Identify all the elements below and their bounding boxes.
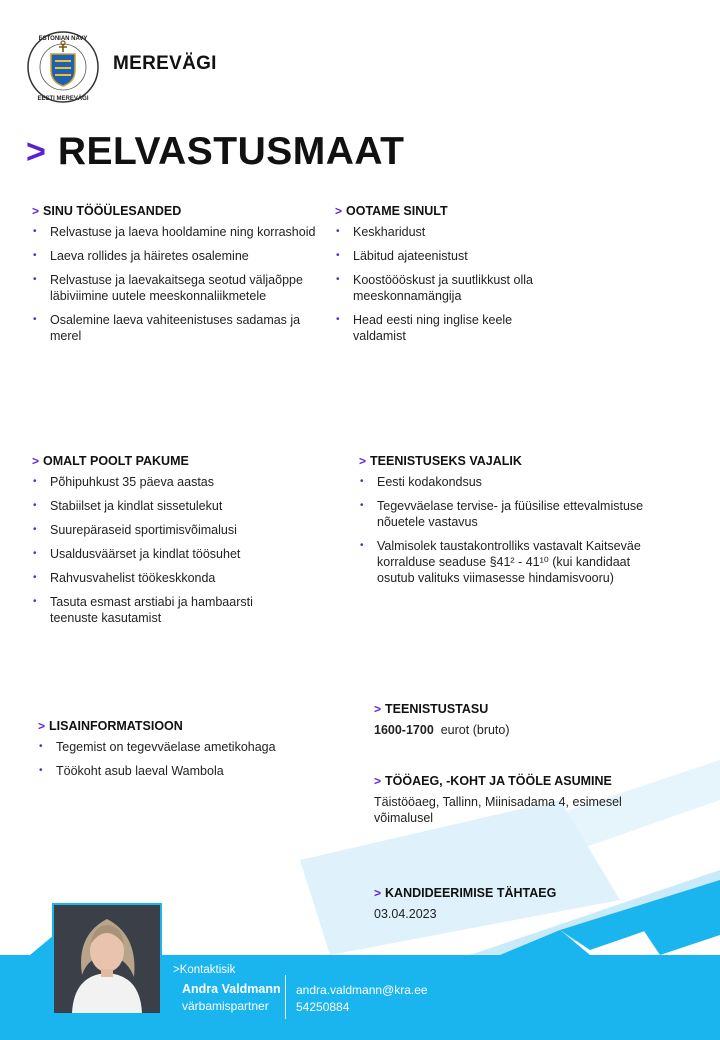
contact-photo bbox=[52, 903, 162, 1015]
list-item: • Keskharidust bbox=[336, 225, 426, 239]
section-heading: > KANDIDEERIMISE TÄHTAEG bbox=[374, 886, 557, 900]
section-tasks bbox=[32, 204, 322, 352]
list-item: • Relvastuse ja laevakaitsega seotud väljaõppe läbiviimine uutele meeskonnaliikmetele bbox=[33, 273, 303, 303]
list-item: • Tasuta esmast arstiabi ja hambaarsti teenuste kasutamist bbox=[33, 595, 253, 625]
section-heading: > TEENISTUSTASU bbox=[374, 702, 489, 716]
list-item: • Usaldusväärset ja kindlat töösuhet bbox=[33, 547, 241, 561]
list-item: • Suurepäraseid sportimisvõimalusi bbox=[33, 523, 237, 537]
section-heading: > TÖÖAEG, -KOHT JA TÖÖLE ASUMINE bbox=[374, 774, 612, 788]
deadline-date: 03.04.2023 bbox=[374, 907, 437, 921]
list-item: • Tegevväelase tervise- ja füüsilise ettevalmistuse nõuetele vastavus bbox=[360, 499, 644, 529]
list-item: • Relvastuse ja laeva hooldamine ning korrashoid bbox=[33, 225, 316, 239]
section-offer bbox=[32, 454, 302, 634]
expect-list bbox=[335, 224, 565, 344]
contact-label: >Kontaktisik bbox=[173, 964, 236, 976]
contact-role: värbamispartner bbox=[182, 999, 269, 1013]
list-item: • Stabiilset ja kindlat sissetulekut bbox=[33, 499, 223, 513]
worktime-text: Täistööaeg, Tallinn, Miinisadama 4, esimesel võimalusel bbox=[374, 795, 622, 825]
list-item: • Eesti kodakondsus bbox=[360, 475, 482, 489]
page-title: RELVASTUSMAAT bbox=[57, 130, 405, 173]
list-item: • Laeva rollides ja häiretes osalemine bbox=[33, 249, 249, 263]
list-item: • Osalemine laeva vahiteenistuses sadamas ja merel bbox=[33, 313, 301, 343]
salary-value: 1600-1700 eurot (bruto) bbox=[374, 723, 510, 737]
section-heading: > OOTAME SINULT bbox=[335, 204, 448, 218]
list-item: • Põhipuhkust 35 päeva aastas bbox=[33, 475, 215, 489]
section-salary bbox=[374, 702, 654, 738]
section-heading: > SINU TÖÖÜLESANDED bbox=[32, 204, 182, 218]
page-title-wrap bbox=[26, 130, 405, 174]
list-item: • Töökoht asub laeval Wambola bbox=[39, 764, 224, 778]
navy-logo bbox=[26, 30, 100, 104]
list-item: • Head eesti ning inglise keele valdamist bbox=[336, 313, 513, 343]
title-arrow: > bbox=[26, 133, 46, 171]
additional-list bbox=[38, 739, 328, 779]
contact-name: Andra Valdmann bbox=[182, 982, 281, 996]
tasks-list bbox=[32, 224, 322, 344]
section-heading: > TEENISTUSEKS VAJALIK bbox=[359, 454, 522, 468]
required-list bbox=[359, 474, 649, 586]
list-item: • Läbitud ajateenistust bbox=[336, 249, 468, 263]
section-deadline bbox=[374, 886, 654, 922]
person-photo-icon bbox=[54, 905, 160, 1013]
offer-list bbox=[32, 474, 302, 626]
section-worktime bbox=[374, 774, 654, 826]
list-item: • Valmisolek taustakontrolliks vastavalt Kaitseväe korralduse seaduse §41² - 41¹⁰ (kui kandidaat osutub valituks viimasesse hindamisvooru) bbox=[360, 539, 641, 585]
logo-text-top: ESTONIAN NAVY bbox=[38, 36, 88, 42]
section-expect bbox=[335, 204, 565, 352]
contact-phone: 54250884 bbox=[296, 1000, 350, 1014]
list-item: • Koostöööskust ja suutlikkust olla meeskonnamängija bbox=[336, 273, 533, 303]
section-additional bbox=[38, 719, 328, 787]
list-item: • Rahvusvahelist töökeskkonda bbox=[33, 571, 216, 585]
section-heading: > OMALT POOLT PAKUME bbox=[32, 454, 189, 468]
contact-divider bbox=[285, 975, 286, 1019]
logo-text-bottom: EESTI MEREVÄGI bbox=[37, 96, 89, 102]
contact-email-link[interactable]: andra.valdmann@kra.ee bbox=[296, 983, 428, 997]
section-required bbox=[359, 454, 649, 594]
section-heading: > LISAINFORMATSIOON bbox=[38, 719, 183, 733]
org-name: MEREVÄGI bbox=[113, 53, 217, 74]
list-item: • Tegemist on tegevväelase ametikohaga bbox=[39, 740, 276, 754]
